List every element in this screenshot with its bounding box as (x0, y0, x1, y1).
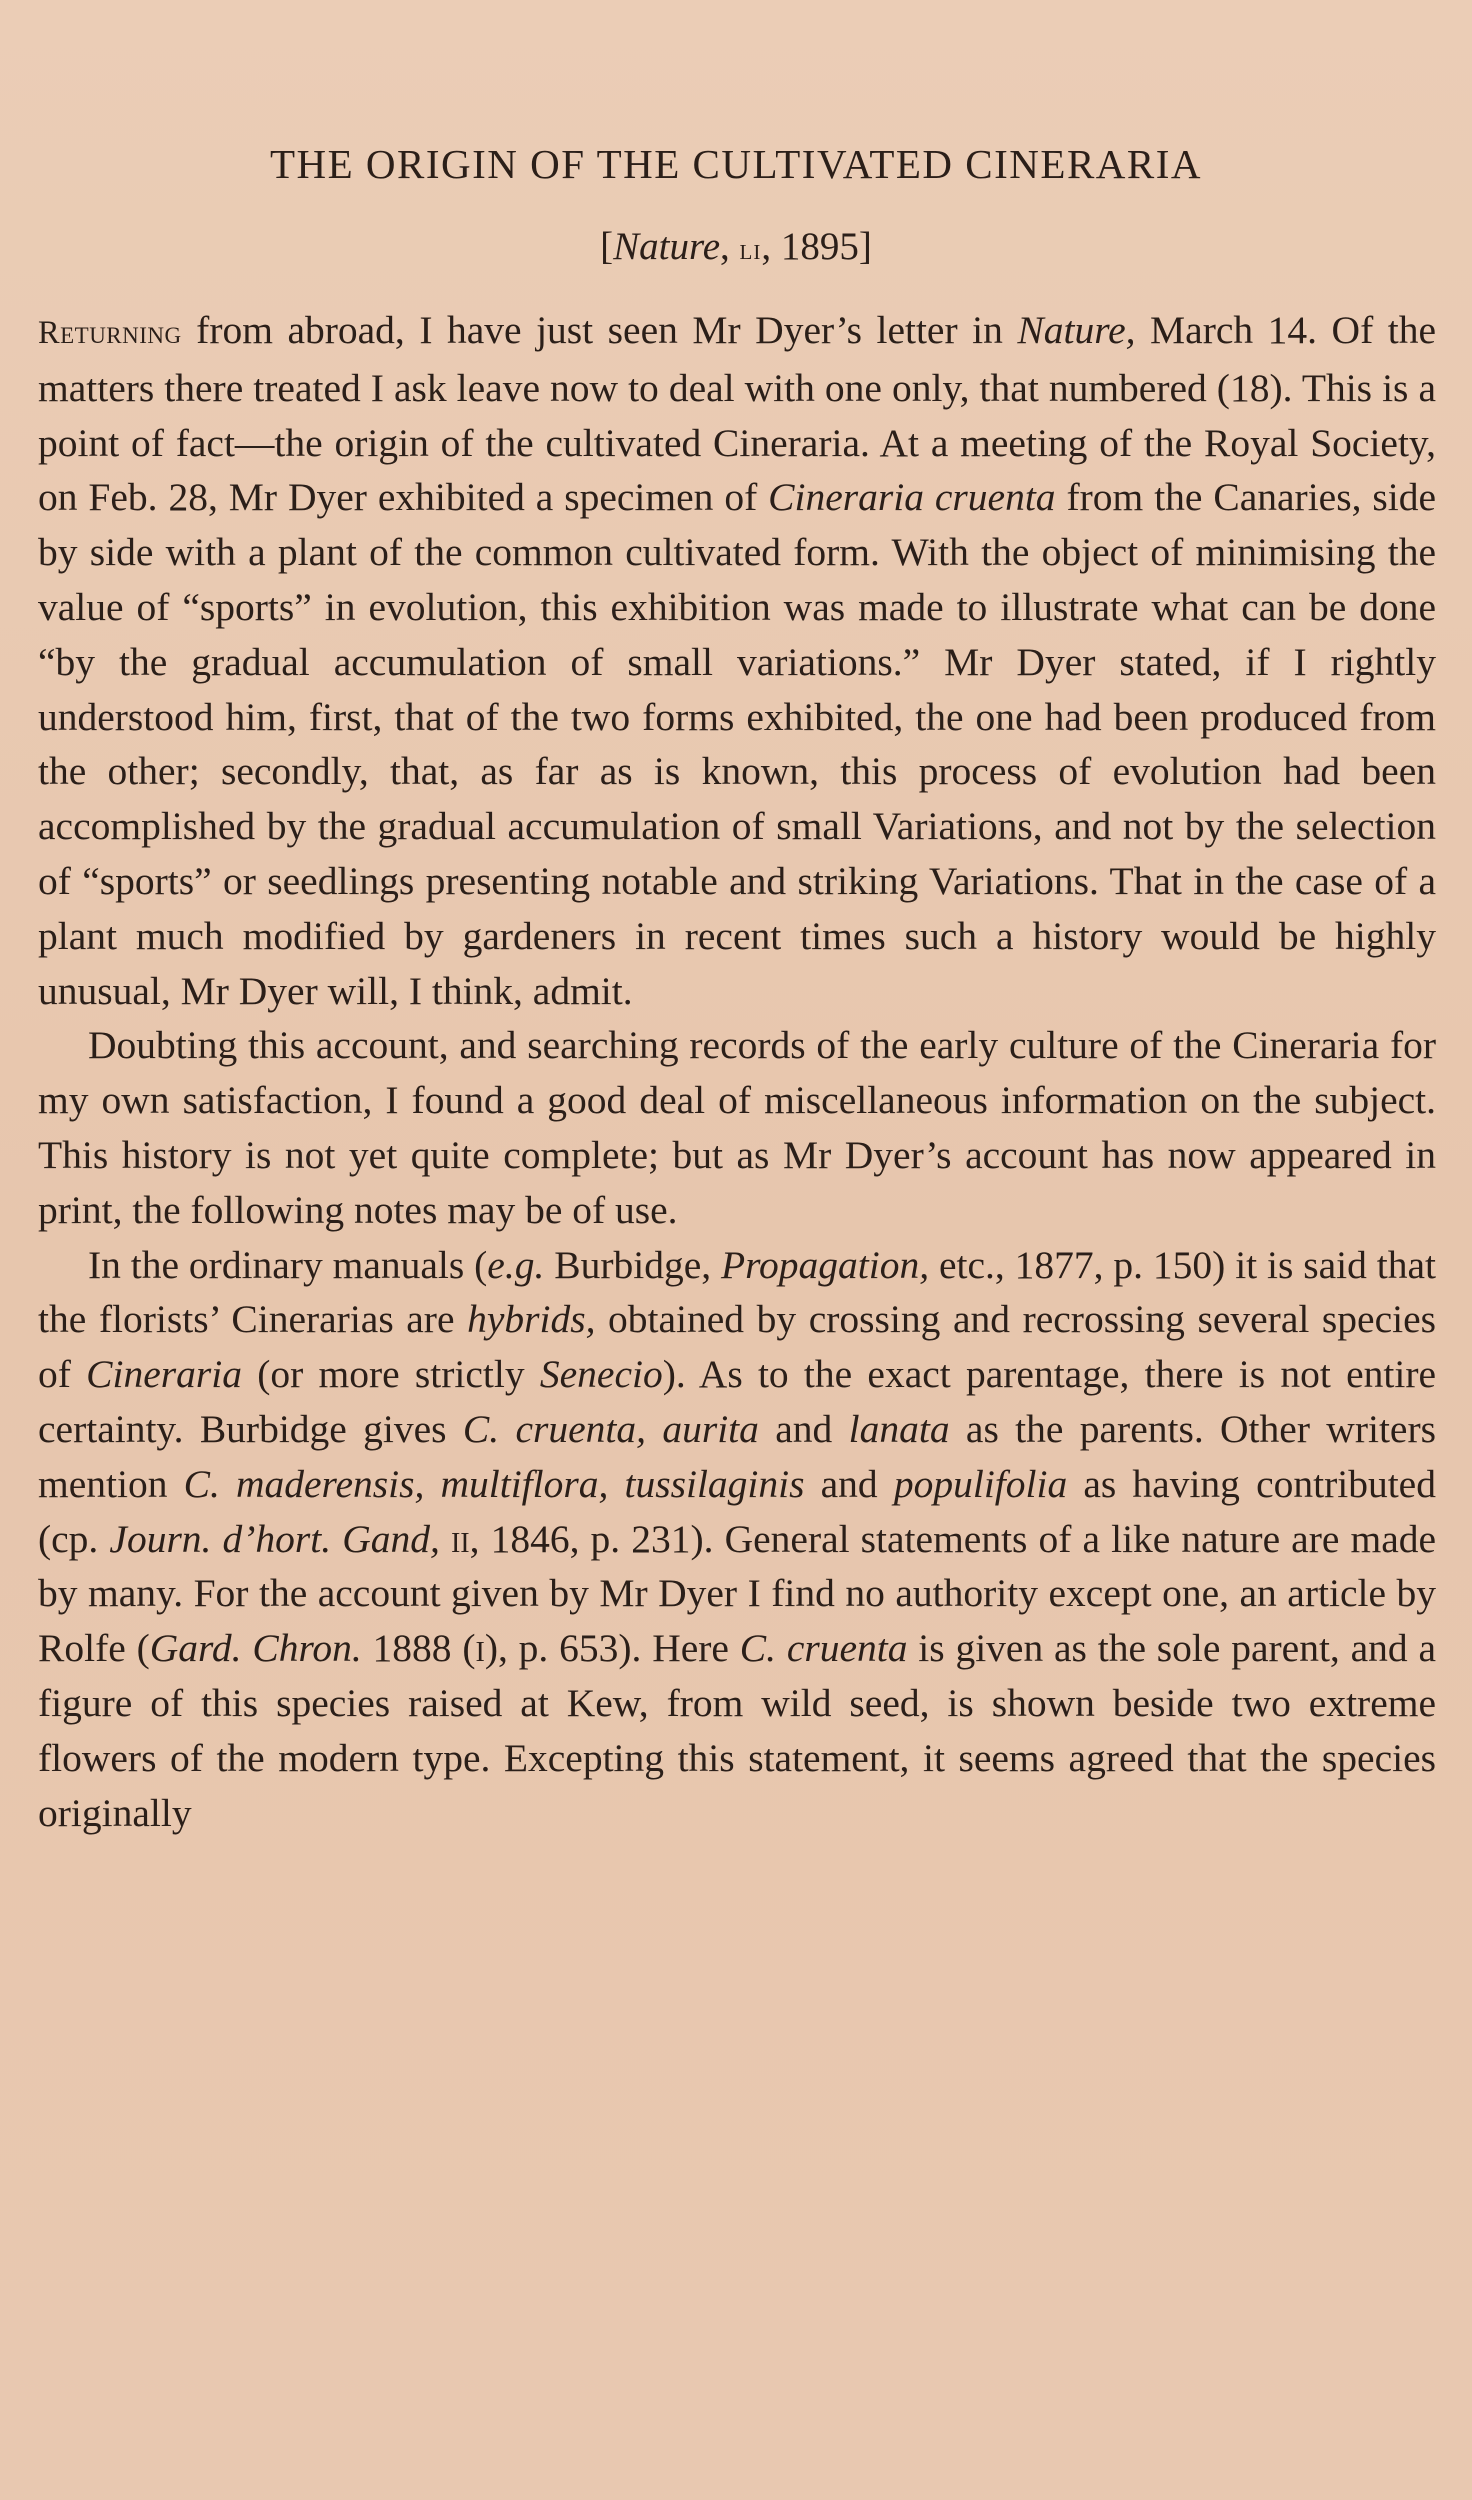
paragraph-1 (38, 303, 1436, 1018)
italic-text: C. cruenta (739, 1626, 908, 1671)
italic-text: Cineraria cruenta (768, 475, 1056, 520)
citation-journal: Nature (613, 225, 721, 268)
text-segment: ), p. 653). Here (484, 1626, 740, 1671)
italic-text: Senecio (539, 1352, 663, 1397)
text-segment: from abroad, I have just seen Mr Dyer’s letter in (181, 308, 1018, 352)
text-segment: March 14. Of the matters there treated I ask leave now to deal with one only, that numbered (18). This is a point of fact—the origin of the cultivated Cineraria. At a meeting of the Royal Society, on Feb. 28, Mr Dyer exhibited a specimen of (38, 308, 1436, 520)
text-segment: obtained by crossing and recrossing several species of (38, 1297, 1436, 1397)
paragraph-3 (38, 1238, 1436, 1841)
text-segment: and (804, 1461, 894, 1506)
italic-text: C. cruenta, aurita (462, 1406, 759, 1451)
page-title: THE ORIGIN OF THE CULTIVATED CINERARIA (269, 141, 1203, 187)
text-segment: , 1846, p. 231). General statements of a like nature are made by many. For the account given by Mr Dyer I find no authority except one, an article by Rolfe ( (38, 1516, 1437, 1671)
italic-text: Journ. d’hort. Gand, (109, 1516, 440, 1561)
italic-text: populifolia (893, 1461, 1068, 1506)
article-body (38, 303, 1436, 1840)
italic-text: Propagation, (721, 1242, 930, 1287)
text-segment: as having contributed (cp. (38, 1461, 1436, 1561)
citation-volume: li (739, 232, 762, 266)
italic-text: Gard. Chron. (149, 1626, 362, 1671)
citation (0, 224, 1472, 269)
text-segment: ). As to the exact parentage, there is not entire certainty. Burbidge gives (38, 1352, 1437, 1451)
italic-text: Cineraria (86, 1352, 242, 1397)
citation-open: [ (600, 225, 614, 268)
text-segment: and (758, 1406, 849, 1451)
text-segment: Burbidge, (544, 1242, 721, 1287)
text-segment: Doubting this account, and searching records of the early culture of the Cineraria for my own satisfaction, I found a good deal of miscellaneous information on the subject. This history is not yet quite complete; but as Mr Dyer’s account has now appeared in print, the following notes may be of use. (38, 1023, 1436, 1232)
paragraph-2 (38, 1018, 1436, 1237)
italic-text: Nature, (1017, 308, 1136, 352)
citation-year: , 1895] (761, 225, 872, 268)
text-segment: from the Canaries, side by side with a plant of the common cultivated form. With the object of minimising the value of “sports” in evolution, this exhibition was made to illustrate what can be done “by the gradual accumulation of small variations.” Mr Dyer stated, if I rightly understood him, first, that of the two forms exhibited, the one had been produced from the other; secondly, that, as far as is known, this process of evolution had been accomplished by the gradual accumulation of small Variations, and not by the selection of “sports” or seedlings presenting notable and striking Variations. That in the case of a plant much modified by gardeners in recent times such a history would be highly unusual, Mr Dyer will, I think, admit. (38, 475, 1436, 1013)
text-segment: (or more strictly (241, 1352, 540, 1397)
italic-text: e.g. (487, 1242, 545, 1287)
text-segment: is given as the sole parent, and a figure of this species raised at Kew, from wild seed, is shown beside two extreme flowers of the modern type. Excepting this statement, it seems agreed that the species originally (38, 1626, 1436, 1835)
text-segment: ii (450, 1516, 470, 1561)
italic-text: C. maderensis, multiflora, tussilaginis (183, 1461, 805, 1506)
italic-text: hybrids, (467, 1297, 596, 1342)
text-segment: etc., 1877, p. 150) it is said that the florists’ Cinerarias are (38, 1242, 1437, 1342)
text-segment (440, 1517, 451, 1561)
lead-word: Returning (38, 315, 182, 351)
text-segment: 1888 ( (361, 1626, 476, 1671)
text-segment: In the ordinary manuals ( (88, 1242, 488, 1287)
italic-text: lanata (848, 1406, 950, 1451)
text-segment: as the parents. Other writers mention (38, 1406, 1436, 1506)
text-segment: i (475, 1626, 485, 1671)
citation-separator: , (720, 225, 730, 268)
